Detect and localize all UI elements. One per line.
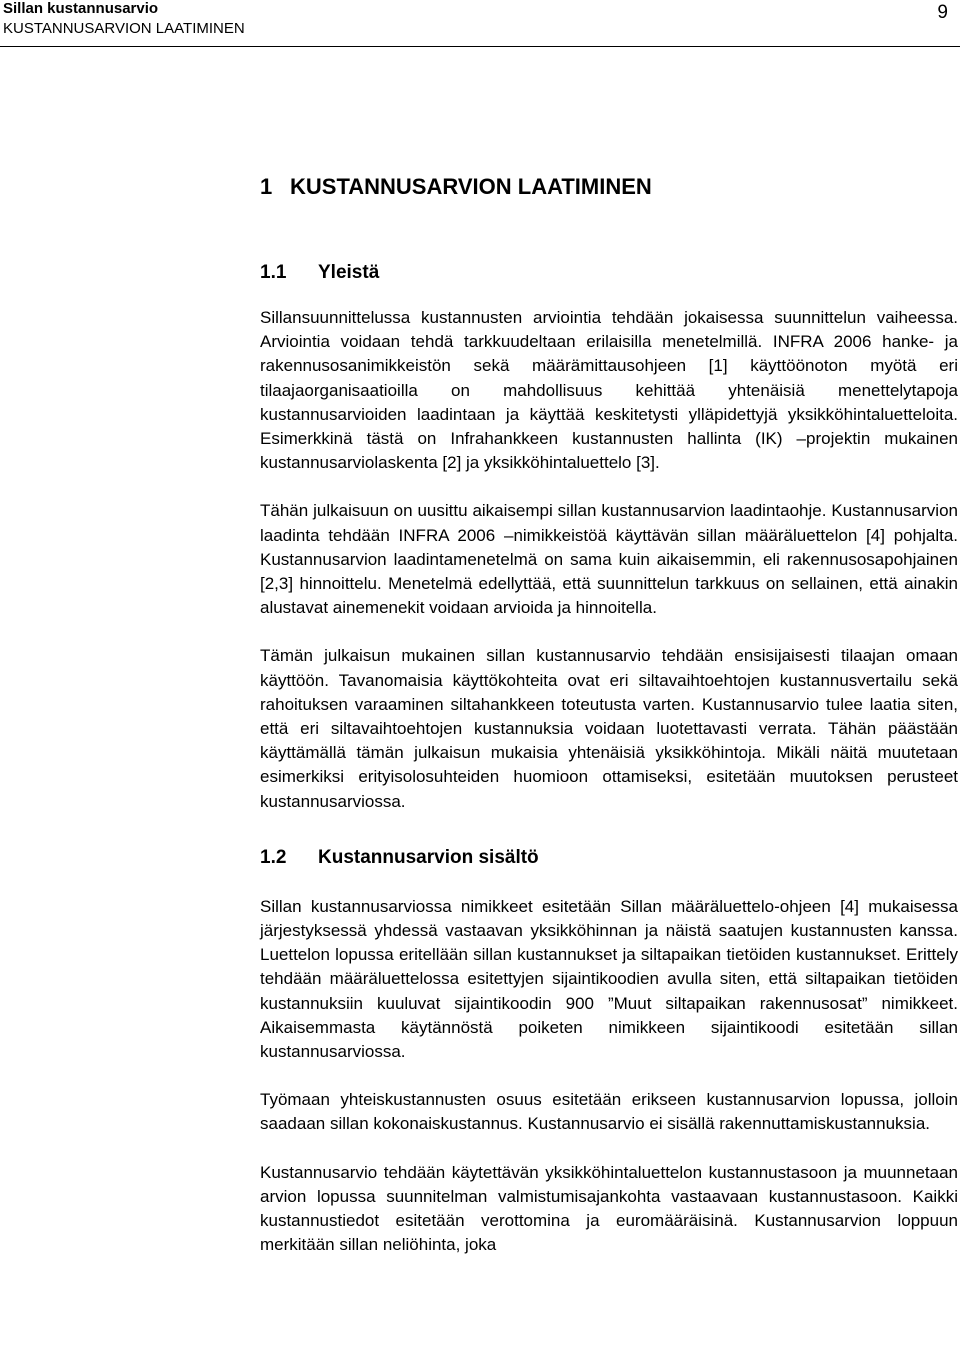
- section-title: Yleistä: [318, 262, 380, 283]
- paragraph: Työmaan yhteiskustannusten osuus esitetään erikseen kustannusarvion lopussa, jolloin saadaan sillan kokonaiskustannus. Kustannusarvio ei sisällä rakennuttamiskustannuksia.: [260, 1090, 958, 1134]
- page-number: 9: [937, 2, 948, 23]
- section-number: 1.1: [260, 262, 287, 283]
- paragraph: Kustannusarvio tehdään käytettävän yksikköhintaluettelon kustannustasoon ja muunnetaan arvion lopussa suunnitelman valmistumisajankohta vastaavaan kustannustasoon. Kaikki kustannustiedot esitetään verottomina ja euromääräisinä. Kustannusarvion loppuun merkitään sillan neliöhinta, joka: [260, 1162, 958, 1255]
- header-subtitle: KUSTANNUSARVION LAATIMINEN: [3, 20, 245, 37]
- chapter-heading: [260, 172, 958, 202]
- paragraph: Sillan kustannusarviossa nimikkeet esitetään Sillan määräluettelo-ohjeen [4] mukaisessa järjestyksessä yhdessä vastaavan yksikköhinnan ja näistä saatujen kustannusten kanssa. Luettelon lopussa eritellään sillan kustannukset ja siltapaikan tietöiden kustannukset. Erittely tehdään määräluettelossa esitettyjen sijaintikoodien avulla siten, että siltapaikan tietöiden kustannuksiin kuuluvat sijaintikoodin 900 ”Muut siltapaikan rakennusosat” nimikkeet. Aikaisemmasta käytännöstä poiketen nimikkeen sijaintikoodi esitetään sillan kustannusarviossa.: [260, 896, 958, 1062]
- chapter-number: 1: [260, 174, 273, 199]
- header-title: Sillan kustannusarvio: [3, 0, 159, 17]
- section-heading-yleista: [260, 260, 958, 286]
- paragraph: Tämän julkaisun mukainen sillan kustannusarvio tehdään ensisijaisesti tilaajan omaan käyttöön. Tavanomaisia käyttökohteita ovat eri siltavaihtoehtojen kustannusvertailu sekä rahoituksen varaaminen siltahankkeen toteutusta varten. Kustannusarvio tulee laatia siten, että eri siltavaihtoehtojen kustannuksia voidaan luotettavasti verrata. Tähän päästään käyttämällä tämän julkaisun mukaisia yhtenäisiä yksikköhintoja. Mikäli näitä muutetaan esimerkiksi erityisolosuhteiden huomioon ottamiseksi, esitetään muutoksen perusteet kustannusarviossa.: [260, 646, 958, 811]
- paragraph: Tähän julkaisuun on uusittu aikaisempi sillan kustannusarvion laadintaohje. Kustannusarvion laadinta tehdään INFRA 2006 –nimikkeistöä käyttävän sillan määräluettelon [4] pohjalta. Kustannusarvion laadintamenetelmä on sama kuin aikaisemmin, eli rakennusosapohjainen [2,3] hinnoittelu. Menetelmä edellyttää, että suunnittelun tarkkuus on sellainen, että ainakin alustavat ainemenekit voidaan arvioida ja hinnoitella.: [260, 501, 958, 618]
- document-body: [260, 172, 958, 1258]
- chapter-title: KUSTANNUSARVION LAATIMINEN: [290, 174, 652, 199]
- section-heading-sisalto: [260, 845, 958, 871]
- paragraph: Sillansuunnittelussa kustannusten arviointia tehdään jokaisessa suunnittelun vaiheessa. Arviointia voidaan tehdä tarkkuudeltaan erilaisilla menetelmillä. INFRA 2006 hanke- ja rakennusosanimikkeistön sekä määrämittausohjeen [1] käyttöönoton myötä eri tilaajaorganisaatioilla on mahdollisuus kehittää yhtenäisiä menettelytapoja kustannusarvioiden laadintaan ja käyttää keskitetysti ylläpidettyjä yksikköhintaluetteloita. Esimerkkinä tästä on Infrahankkeen kustannusten hallinta (IK) –projektin mukainen kustannusarviolaskenta [2] ja yksikköhintaluettelo [3].: [260, 308, 958, 473]
- section-number: 1.2: [260, 846, 287, 868]
- section-title: Kustannusarvion sisältö: [318, 846, 539, 868]
- page-header: [0, 0, 960, 47]
